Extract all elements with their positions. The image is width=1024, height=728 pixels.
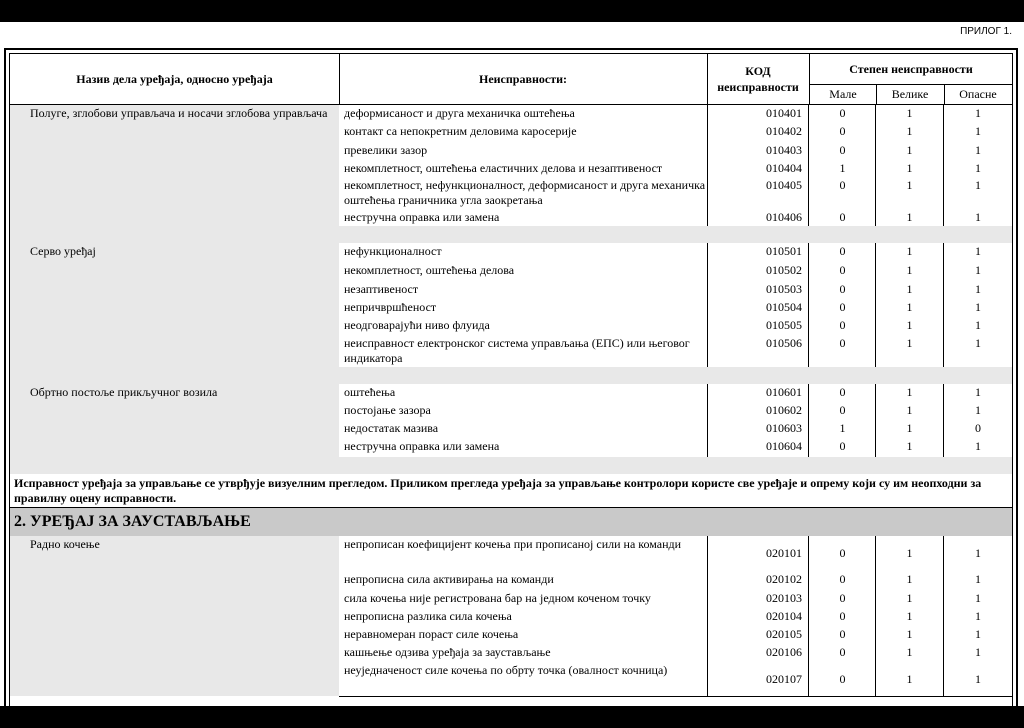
major-value: 1 <box>876 335 944 367</box>
defect-description: неуједначеност силе кочења по обрту точка (овалност кочница) <box>344 663 668 677</box>
defect-description: неравномеран пораст силе кочења <box>344 627 519 641</box>
major-value: 1 <box>876 317 944 335</box>
defect-description: некомплетност, оштећења делова <box>344 263 515 277</box>
defect-code: 010601 <box>707 384 809 402</box>
major-value: 1 <box>876 590 944 608</box>
dangerous-value: 1 <box>975 161 981 175</box>
table-row <box>339 142 1012 161</box>
minor-value: 0 <box>810 536 876 571</box>
defect-code: 010401 <box>707 105 809 123</box>
major-value: 1 <box>876 662 944 696</box>
minor-value: 0 <box>810 262 876 281</box>
table-row <box>339 420 1012 439</box>
table-row <box>339 626 1012 645</box>
defect-code: 010603 <box>707 420 809 438</box>
defect-code: 020104 <box>707 608 809 626</box>
minor-value: 1 <box>810 160 876 177</box>
group-name: Обртно постоље прикључног возила <box>30 385 218 399</box>
minor-value: 0 <box>810 209 876 226</box>
minor-value: 0 <box>810 384 876 402</box>
major-value: 1 <box>876 384 944 402</box>
table-row <box>339 177 1012 210</box>
defect-code: 020106 <box>707 644 809 662</box>
dangerous-value: 1 <box>975 318 981 332</box>
major-value: 1 <box>876 123 944 142</box>
defect-code: 010604 <box>707 438 809 457</box>
dangerous-value: 1 <box>975 546 981 560</box>
table-row <box>339 536 1012 572</box>
defect-code: 020107 <box>707 662 809 696</box>
header-code-top: КОД <box>745 64 771 78</box>
dangerous-value: 1 <box>975 244 981 258</box>
table-row <box>339 402 1012 421</box>
group-spacer <box>10 226 1012 244</box>
minor-value: 0 <box>810 281 876 299</box>
defect-description: деформисаност и друга механичка оштећења <box>344 106 575 120</box>
minor-value: 0 <box>810 590 876 608</box>
header-code-bottom: неисправности <box>717 80 799 94</box>
header-minor: Мале <box>810 84 877 104</box>
dangerous-value: 1 <box>975 609 981 623</box>
group-name: Полуге, зглобови управљача и носачи зглобова управљача <box>30 106 328 120</box>
defect-description: контакт са непокретним деловима каросерије <box>344 124 577 138</box>
table-row <box>339 299 1012 318</box>
dangerous-value: 1 <box>975 282 981 296</box>
major-value: 1 <box>876 402 944 420</box>
dangerous-value: 1 <box>975 403 981 417</box>
defect-code: 010402 <box>707 123 809 142</box>
defect-description: превелики зазор <box>344 143 428 157</box>
minor-value: 0 <box>810 626 876 644</box>
major-value: 1 <box>876 160 944 177</box>
table-header <box>10 53 1012 106</box>
defect-group <box>10 105 1012 226</box>
defect-description: незаптивеност <box>344 282 419 296</box>
dangerous-value: 1 <box>975 439 981 453</box>
header-degree <box>810 54 1012 104</box>
defect-code: 020101 <box>707 536 809 571</box>
major-value: 1 <box>876 281 944 299</box>
defect-description: сила кочења није регистрована бар на једном коченом точку <box>344 591 651 605</box>
defect-code: 010502 <box>707 262 809 281</box>
defect-code: 020103 <box>707 590 809 608</box>
defect-description: нефункционалност <box>344 244 442 258</box>
defect-group <box>10 384 1012 457</box>
defect-code: 010404 <box>707 160 809 177</box>
group-name-cell <box>10 105 340 226</box>
major-value: 1 <box>876 644 944 662</box>
defect-code: 010504 <box>707 299 809 317</box>
table-row <box>339 335 1012 368</box>
defect-code: 010403 <box>707 142 809 160</box>
group-spacer <box>10 367 1012 385</box>
major-value: 1 <box>876 299 944 317</box>
table-row <box>339 209 1012 227</box>
defect-group <box>10 536 1012 696</box>
table-row <box>339 243 1012 263</box>
major-value: 1 <box>876 177 944 209</box>
table-row <box>339 262 1012 282</box>
table-row <box>339 644 1012 663</box>
major-value: 1 <box>876 608 944 626</box>
table-row <box>339 105 1012 124</box>
defect-code: 010501 <box>707 243 809 262</box>
defect-description: неодговарајући ниво флуида <box>344 318 490 332</box>
dangerous-value: 1 <box>975 263 981 277</box>
group-name-cell <box>10 243 340 367</box>
major-value: 1 <box>876 142 944 160</box>
table-row <box>339 384 1012 403</box>
defect-description: неисправност електронског система управљања (ЕПС) или његовог индикатора <box>344 336 690 365</box>
minor-value: 0 <box>810 438 876 457</box>
group-name: Радно кочење <box>30 537 100 551</box>
defect-description: непрописна сила активирања на команди <box>344 572 554 586</box>
header-major: Велике <box>876 84 945 104</box>
major-value: 1 <box>876 243 944 262</box>
dangerous-value: 1 <box>975 106 981 120</box>
minor-value: 0 <box>810 243 876 262</box>
group-spacer <box>10 457 1012 475</box>
major-value: 1 <box>876 105 944 123</box>
table-row <box>339 438 1012 458</box>
major-value: 1 <box>876 536 944 571</box>
annex-label: ПРИЛОГ 1. <box>960 26 1012 37</box>
defect-description: оштећења <box>344 385 396 399</box>
minor-value: 0 <box>810 123 876 142</box>
minor-value: 0 <box>810 608 876 626</box>
section-title: 2. УРЕЂАЈ ЗА ЗАУСТАВЉАЊЕ <box>10 508 1012 537</box>
dangerous-value: 1 <box>975 385 981 399</box>
minor-value: 0 <box>810 662 876 696</box>
header-defects: Неисправности: <box>339 54 708 104</box>
defect-description: непрописна разлика сила кочења <box>344 609 512 623</box>
major-value: 1 <box>876 262 944 281</box>
defect-code: 010503 <box>707 281 809 299</box>
table-row <box>339 590 1012 609</box>
defect-code: 010406 <box>707 209 809 226</box>
defect-description: некомплетност, оштећења еластичних делова и незаптивеност <box>344 161 663 175</box>
defect-description: непрописан коефицијент кочења при прописаној сили на команди <box>344 537 682 551</box>
minor-value: 0 <box>810 317 876 335</box>
defect-description: непричвршћеност <box>344 300 437 314</box>
defect-description: некомплетност, нефункционалност, деформисаност и друга механичка оштећења граничника угла заокретања <box>344 178 706 207</box>
minor-value: 1 <box>810 420 876 438</box>
minor-value: 0 <box>810 105 876 123</box>
defect-description: нестручна оправка или замена <box>344 210 500 224</box>
group-name-cell <box>10 536 340 696</box>
defect-code: 020102 <box>707 571 809 590</box>
group-name-cell <box>10 384 340 457</box>
dangerous-value: 1 <box>975 645 981 659</box>
dangerous-value: 1 <box>975 336 981 350</box>
dangerous-value: 1 <box>975 627 981 641</box>
table-row <box>339 571 1012 591</box>
header-degree-title: Степен неисправности <box>810 54 1012 85</box>
dangerous-value: 0 <box>975 421 981 435</box>
defect-code: 020105 <box>707 626 809 644</box>
major-value: 1 <box>876 571 944 590</box>
minor-value: 0 <box>810 644 876 662</box>
defect-code: 010405 <box>707 177 809 209</box>
header-dangerous: Опасне <box>959 86 997 101</box>
dangerous-value: 1 <box>975 210 981 224</box>
minor-value: 0 <box>810 571 876 590</box>
defect-description: нестручна оправка или замена <box>344 439 500 453</box>
table <box>9 53 1013 706</box>
minor-value: 0 <box>810 142 876 160</box>
defect-code: 010602 <box>707 402 809 420</box>
table-row <box>339 608 1012 627</box>
inspection-note: Исправност уређаја за управљање се утврђује визуелним прегледом. Приликом прегледа уређаја за управљање контролори користе све уређаје и опрему који су им неопходни за правилну оцену исправности. <box>10 474 1012 508</box>
dangerous-value: 1 <box>975 591 981 605</box>
group-name: Серво уређај <box>30 244 96 258</box>
table-row <box>339 281 1012 300</box>
table-frame <box>4 48 1018 706</box>
defect-description: кашњење одзива уређаја за заустављање <box>344 645 551 659</box>
document-page <box>0 22 1024 706</box>
table-row <box>339 123 1012 143</box>
dangerous-value: 1 <box>975 300 981 314</box>
table-row <box>339 317 1012 336</box>
minor-value: 0 <box>810 299 876 317</box>
minor-value: 0 <box>810 335 876 367</box>
header-part-name: Назив дела уређаја, односно уређаја <box>10 54 340 104</box>
dangerous-value: 1 <box>975 143 981 157</box>
major-value: 1 <box>876 438 944 457</box>
defect-code: 010505 <box>707 317 809 335</box>
defect-group <box>10 243 1012 367</box>
dangerous-value: 1 <box>975 178 981 192</box>
dangerous-value: 1 <box>975 572 981 586</box>
minor-value: 0 <box>810 177 876 209</box>
table-row <box>339 160 1012 178</box>
defect-code: 010506 <box>707 335 809 367</box>
dangerous-value: 1 <box>975 671 981 686</box>
major-value: 1 <box>876 626 944 644</box>
defect-description: недостатак мазива <box>344 421 439 435</box>
header-code <box>707 54 810 104</box>
major-value: 1 <box>876 420 944 438</box>
minor-value: 0 <box>810 402 876 420</box>
defect-description: постојање зазора <box>344 403 431 417</box>
major-value: 1 <box>876 209 944 226</box>
table-row <box>339 662 1012 697</box>
dangerous-value: 1 <box>975 124 981 138</box>
table-body <box>10 105 1012 706</box>
